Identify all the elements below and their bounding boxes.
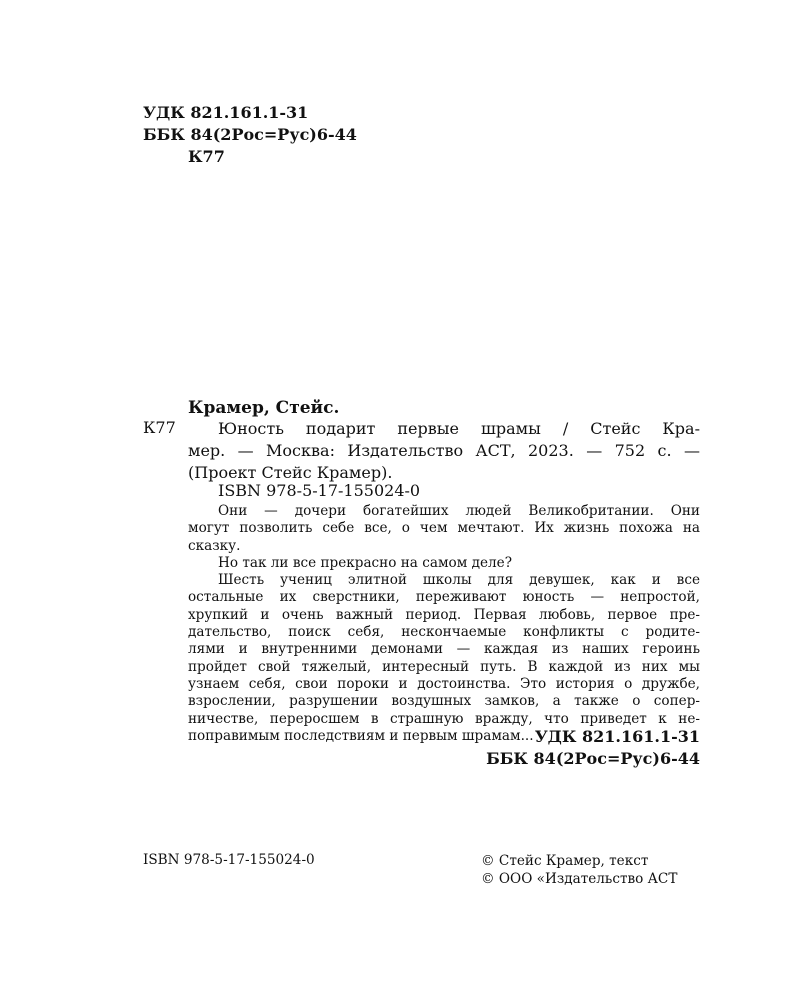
isbn-footer: ISBN 978-5-17-155024-0 bbox=[143, 852, 315, 868]
isbn: ISBN 978-5-17-155024-0 bbox=[218, 481, 421, 500]
bbk-code-bottom: ББК 84(2Рос=Рус)6-44 bbox=[486, 749, 700, 768]
bibliographic-line: (Проект Стейс Крамер). bbox=[188, 463, 393, 482]
annotation-line: поправимым последствиям и первым шрамам... bbox=[188, 727, 534, 744]
bibliographic-line: Юность подарит первые шрамы / Стейс Кра- bbox=[218, 419, 700, 438]
bbk-code-top: ББК 84(2Рос=Рус)6-44 bbox=[143, 125, 357, 144]
annotation-line: могут позволить себе все, о чем мечтают. Их жизнь похожа на bbox=[188, 520, 700, 537]
author-mark-top: К77 bbox=[188, 147, 225, 166]
annotation bbox=[188, 503, 700, 745]
annotation-line: Но так ли все прекрасно на самом деле? bbox=[218, 554, 512, 571]
annotation-line: узнаем себя, свои пороки и достоинства. Это история о дружбе, bbox=[188, 675, 700, 692]
annotation-line: ничестве, переросшем в страшную вражду, что приведет к не- bbox=[188, 710, 700, 727]
annotation-line: лями и внутренними демонами — каждая из наших героинь bbox=[188, 641, 700, 658]
annotation-line: Шесть учениц элитной школы для девушек, как и все bbox=[218, 572, 700, 589]
bibliographic-description bbox=[188, 418, 700, 484]
annotation-line: Они — дочери богатейших людей Великобритании. Они bbox=[218, 503, 700, 519]
annotation-line: остальные их сверстники, переживают юность — непростой, bbox=[188, 589, 700, 606]
annotation-line: сказку. bbox=[188, 537, 241, 554]
classification-codes-bottom bbox=[486, 726, 700, 770]
author-heading: Крамер, Стейс. bbox=[188, 398, 340, 418]
bibliographic-line: мер. — Москва: Издательство АСТ, 2023. — 752 с. — bbox=[188, 441, 700, 460]
udk-code-bottom: УДК 821.161.1-31 bbox=[534, 727, 700, 746]
udk-code-top: УДК 821.161.1-31 bbox=[143, 103, 309, 122]
annotation-line: хрупкий и очень важный период. Первая любовь, первое пре- bbox=[188, 606, 700, 623]
copyright-author: © Стейс Крамер, текст bbox=[481, 853, 649, 869]
copyright-block bbox=[481, 852, 677, 888]
author-mark: К77 bbox=[143, 418, 176, 437]
annotation-line: пройдет свой тяжелый, интересный путь. В каждой из них мы bbox=[188, 658, 700, 675]
copyright-publisher: © ООО «Издательство АСТ bbox=[481, 871, 678, 887]
annotation-line: взрослении, разрушении воздушных замков, а также о сопер- bbox=[188, 693, 700, 710]
annotation-line: дательство, поиск себя, нескончаемые конфликты с родите- bbox=[188, 624, 700, 641]
